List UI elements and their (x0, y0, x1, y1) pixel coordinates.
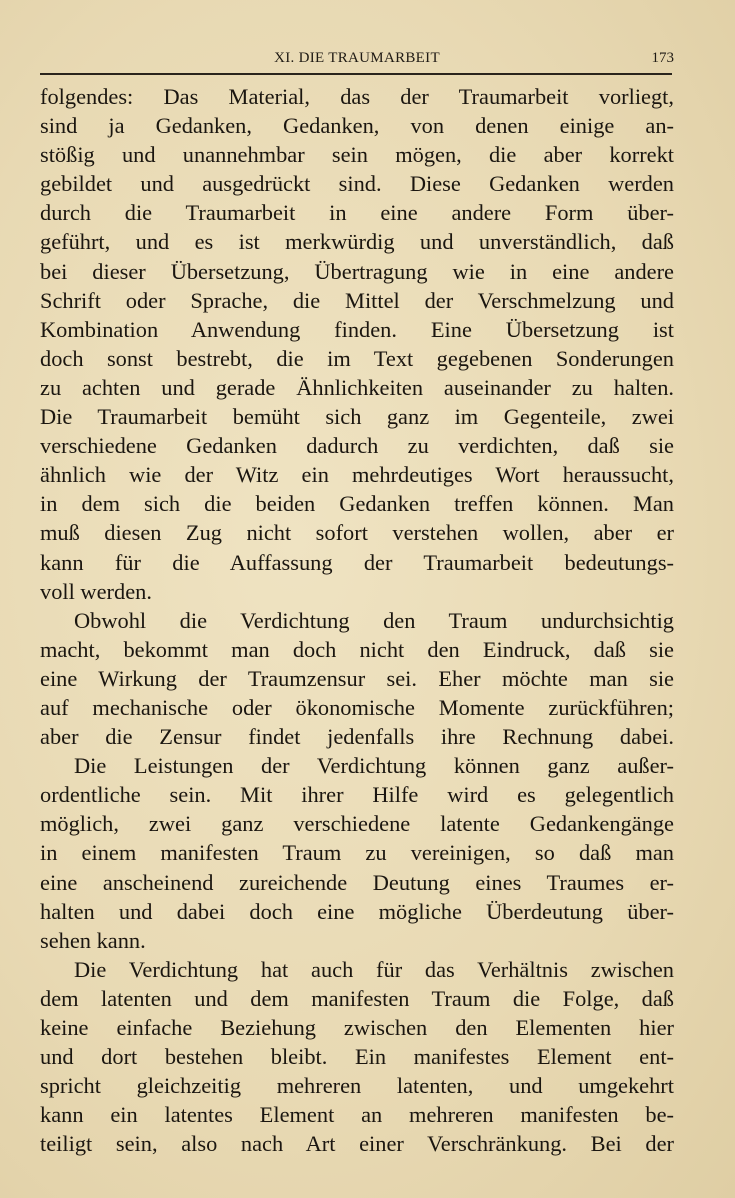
text-line: kann ein latentes Element an mehreren manifesten be- (40, 1102, 674, 1128)
running-title: XI. DIE TRAUMARBEIT (274, 50, 440, 66)
text-line: dem latenten und dem manifesten Traum die Folge, daß (40, 985, 674, 1011)
body-text (40, 82, 674, 1158)
text-line: in dem sich die beiden Gedanken treffen können. Man (40, 491, 674, 517)
header-rule (40, 73, 672, 75)
text-line: zu achten und gerade Ähnlichkeiten auseinander zu halten. (40, 374, 674, 400)
text-line: teiligt sein, also nach Art einer Verschränkung. Bei der (40, 1131, 674, 1157)
page-header (40, 44, 674, 70)
text-line: eine anscheinend zureichende Deutung eines Traumes er- (40, 869, 674, 895)
text-line: bei dieser Übersetzung, Übertragung wie in eine andere (40, 258, 674, 284)
text-line: in einem manifesten Traum zu vereinigen, so daß man (40, 840, 674, 866)
text-line: geführt, und es ist merkwürdig und unverständlich, daß (40, 229, 674, 255)
text-line: gebildet und ausgedrückt sind. Diese Gedanken werden (40, 171, 674, 197)
text-line: doch sonst bestrebt, die im Text gegebenen Sonderungen (40, 345, 674, 371)
text-line: aber die Zensur findet jedenfalls ihre Rechnung dabei. (40, 724, 674, 750)
text-line: spricht gleichzeitig mehreren latenten, und umgekehrt (40, 1073, 674, 1099)
text-line: Schrift oder Sprache, die Mittel der Verschmelzung und (40, 287, 674, 313)
text-line: Die Traumarbeit bemüht sich ganz im Gegenteile, zwei (40, 404, 674, 430)
text-line: Obwohl die Verdichtung den Traum undurchsichtig (74, 607, 674, 633)
text-line: durch die Traumarbeit in eine andere Form über- (40, 200, 674, 226)
page-number: 173 (651, 50, 674, 66)
text-line: Kombination Anwendung finden. Eine Übersetzung ist (40, 316, 674, 342)
text-line: folgendes: Das Material, das der Traumarbeit vorliegt, (40, 84, 674, 109)
text-line: sehen kann. (40, 927, 146, 953)
text-line: sind ja Gedanken, Gedanken, von denen einige an- (40, 113, 674, 139)
text-line: macht, bekommt man doch nicht den Eindruck, daß sie (40, 636, 674, 662)
text-line: und dort bestehen bleibt. Ein manifestes Element ent- (40, 1044, 674, 1070)
text-line: verschiedene Gedanken dadurch zu verdichten, daß sie (40, 433, 674, 459)
text-line: ähnlich wie der Witz ein mehrdeutiges Wort heraussucht, (40, 462, 674, 488)
text-line: halten und dabei doch eine mögliche Überdeutung über- (40, 898, 674, 924)
text-line: kann für die Auffassung der Traumarbeit bedeutungs- (40, 549, 674, 575)
text-line: muß diesen Zug nicht sofort verstehen wollen, aber er (40, 520, 674, 546)
text-line: voll werden. (40, 578, 152, 604)
text-line: Die Leistungen der Verdichtung können ganz außer- (74, 753, 674, 779)
text-line: möglich, zwei ganz verschiedene latente Gedankengänge (40, 811, 674, 837)
text-line: keine einfache Beziehung zwischen den Elementen hier (40, 1015, 674, 1040)
text-line: Die Verdichtung hat auch für das Verhältnis zwischen (74, 956, 674, 982)
text-line: ordentliche sein. Mit ihrer Hilfe wird es gelegentlich (40, 782, 674, 808)
text-line: auf mechanische oder ökonomische Momente zurückführen; (40, 694, 674, 720)
text-line: stößig und unannehmbar sein mögen, die aber korrekt (40, 142, 674, 168)
text-line: eine Wirkung der Traumzensur sei. Eher möchte man sie (40, 665, 674, 691)
